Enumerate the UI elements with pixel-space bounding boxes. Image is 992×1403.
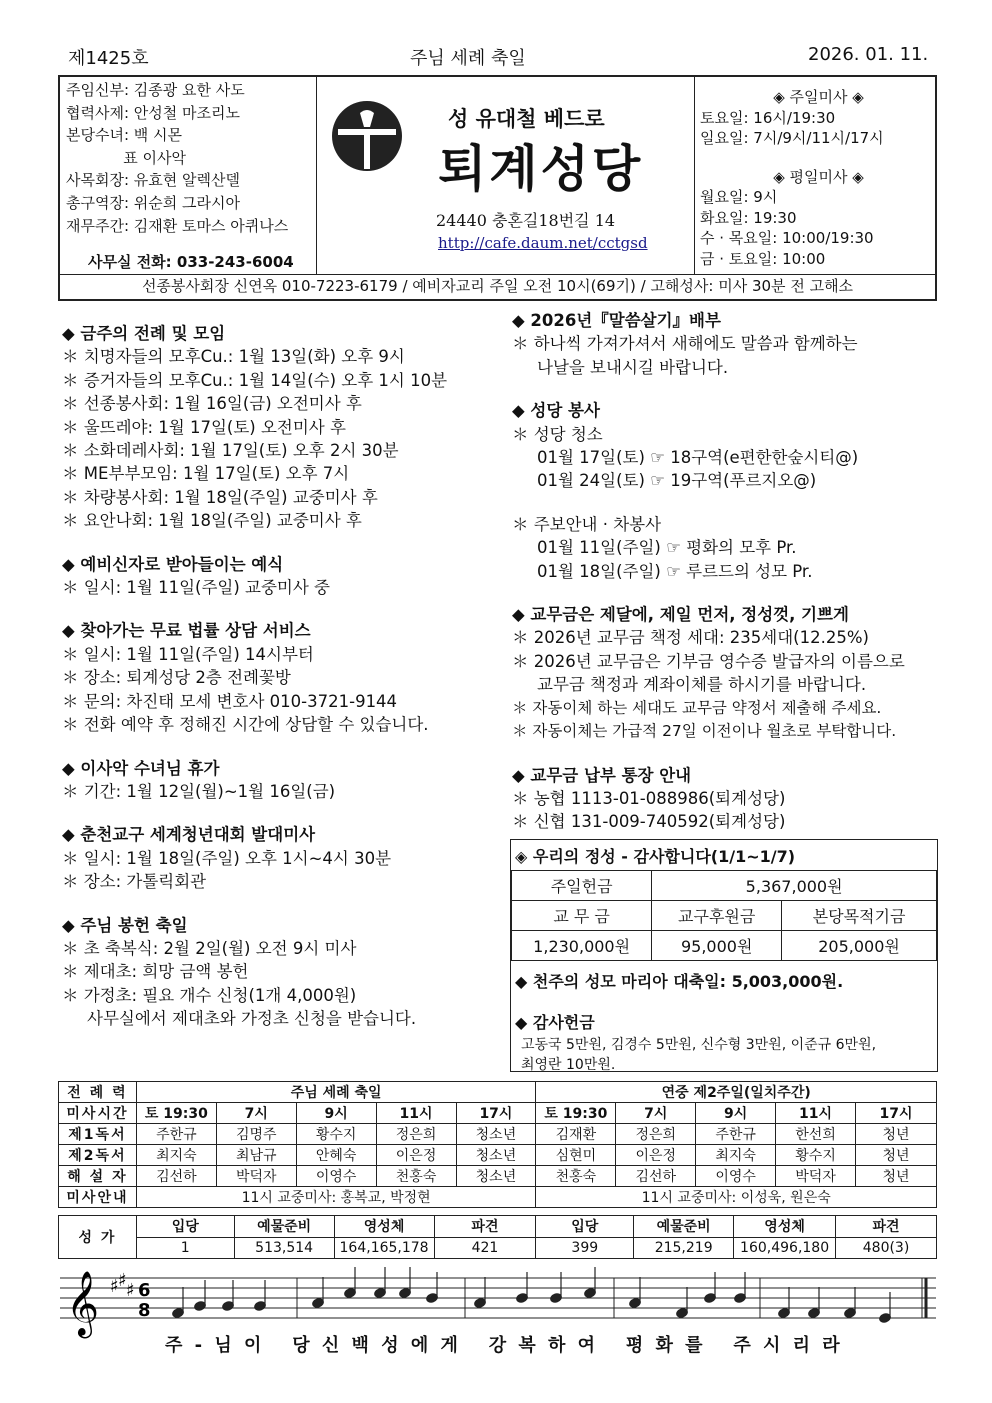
list-item: ＊ 가정초: 필요 개수 신청(1개 4,000원) (62, 985, 357, 1005)
church-name: 퇴계성당 (438, 140, 644, 198)
church-logo-column (316, 77, 695, 275)
section-heading: ◆ 춘천교구 세계청년대회 발대미사 (62, 825, 316, 845)
section-heading: ◆ 금주의 전례 및 모임 (62, 324, 226, 343)
table-header: 교 무 금 (512, 901, 652, 931)
commentator-cell: 청소년 (456, 1166, 536, 1187)
sunday-mass-title: ◈ 주일미사 ◈ (773, 88, 864, 106)
section-heading: ◆ 찾아가는 무료 법률 상담 서비스 (62, 621, 311, 641)
row-label: 성 가 (59, 1216, 137, 1259)
list-item: ＊ 2026년 교무금은 기부금 영수증 발급자의 이름으로 (512, 651, 905, 671)
commentator-cell: 천홍숙 (536, 1166, 616, 1187)
cafe-link[interactable]: http://cafe.daum.net/cctgsd (438, 234, 648, 252)
list-item-continued: 나날을 보내시길 바랍니다. (537, 357, 729, 377)
hymn-number: 399 (536, 1237, 634, 1259)
reader-cell: 정은희 (376, 1124, 456, 1145)
sunday-mass-line: 토요일: 16시/19:30 (700, 108, 836, 127)
mary-feast-offering: ◆ 천주의 성모 마리아 대축일: 5,003,000원. (515, 972, 844, 991)
list-item: ＊ 기간: 1월 12일(월)~1월 16일(금) (62, 781, 336, 801)
reader-cell: 청년 (856, 1145, 937, 1166)
hymn-number: 1 (136, 1237, 234, 1259)
offering-box (510, 839, 938, 1072)
week1-title: 주님 세례 축일 (136, 1082, 536, 1103)
list-item: ＊ 장소: 가톨릭회관 (62, 872, 207, 892)
reader-cell: 최지숙 (136, 1145, 216, 1166)
issue-date: 2026. 01. 11. (808, 44, 929, 65)
commentator-cell: 천홍숙 (376, 1166, 456, 1187)
list-item: ＊ 전화 예약 후 정해진 시간에 상담할 수 있습니다. (62, 715, 429, 735)
row-label: 미사안내 (59, 1187, 137, 1208)
bank-account: ＊ 농협 1113-01-088986(퇴계성당) (512, 788, 786, 808)
weekday-mass-line: 화요일: 19:30 (700, 208, 797, 227)
gift-list: 고동국 5만원, 김경수 5만원, 신수형 3만원, 이준규 6만원, (521, 1037, 877, 1053)
list-item: ＊ 자동이체는 가급적 27일 이전이나 월초로 부탁합니다. (512, 722, 897, 741)
row-label: 전 례 력 (59, 1082, 137, 1103)
list-item-continued: 01월 24일(토) ☞ 19구역(푸르지오@) (537, 471, 817, 491)
hymn-number: 480(3) (836, 1237, 937, 1259)
church-address: 24440 충혼길18번길 14 (436, 211, 616, 230)
table-cell: 95,000원 (652, 931, 782, 961)
reader-cell: 김명주 (216, 1124, 296, 1145)
reader-cell: 심현미 (536, 1145, 616, 1166)
section-heading: ◆ 2026년『말씀살기』배부 (512, 311, 721, 330)
list-item-continued: 교무금 책정과 계좌이체를 하시기를 바랍니다. (537, 675, 867, 695)
section-heading: ◆ 교무금 납부 통장 안내 (512, 765, 692, 785)
mass-time: 17시 (856, 1103, 937, 1124)
list-item: ＊ 차량봉사회: 1월 18일(주일) 교중미사 후 (62, 487, 378, 507)
list-item: ＊ 증거자들의 모후Cu.: 1월 14일(수) 오후 1시 10분 (62, 370, 448, 390)
list-item-continued: 사무실에서 제대초와 가정초 신청을 받습니다. (87, 1009, 417, 1029)
sharp-icon: ♯ (126, 1280, 135, 1301)
hymn-header: 파견 (836, 1216, 937, 1238)
staff-line: 협력사제: 안성철 마조리노 (66, 103, 240, 122)
list-item: ＊ 초 축복식: 2월 2일(월) 오전 9시 미사 (62, 938, 357, 958)
reader-cell: 안혜숙 (296, 1145, 376, 1166)
section-heading: ◆ 이사악 수녀님 휴가 (62, 758, 220, 778)
bank-account: ＊ 신협 131-009-740592(퇴계성당) (512, 812, 786, 832)
list-item: ＊ 요안나회: 1월 18일(주일) 교중미사 후 (62, 511, 362, 531)
row-label: 제2독서 (59, 1145, 137, 1166)
hymn-header: 영성체 (734, 1216, 836, 1238)
reader-cell: 정은희 (616, 1124, 696, 1145)
hymn-number: 513,514 (234, 1237, 334, 1259)
hymn-number: 215,219 (634, 1237, 734, 1259)
commentator-cell: 박덕자 (776, 1166, 856, 1187)
commentator-cell: 이영수 (296, 1166, 376, 1187)
list-item: ＊ 소화데레사회: 1월 17일(토) 오후 2시 30분 (62, 441, 399, 461)
mass-time: 9시 (696, 1103, 776, 1124)
reader-cell: 황수지 (296, 1124, 376, 1145)
section-heading: ◆ 성당 봉사 (512, 401, 600, 421)
hymn-header: 영성체 (334, 1216, 434, 1238)
hymn-header: 파견 (434, 1216, 536, 1238)
table-cell: 1,230,000원 (512, 931, 652, 961)
reader-cell: 한선희 (776, 1124, 856, 1145)
sunday-mass-line: 일요일: 7시/9시/11시/17시 (700, 129, 884, 147)
staff-line: 표 이사악 (66, 148, 186, 167)
section-heading: ◆ 주님 봉헌 축일 (62, 915, 188, 935)
row-label: 해 설 자 (59, 1166, 137, 1187)
mass-guide: 11시 교중미사: 이성욱, 원은숙 (536, 1187, 937, 1208)
staff-line: 주임신부: 김종광 요한 사도 (66, 81, 245, 99)
mass-time: 17시 (456, 1103, 536, 1124)
row-label: 제1독서 (59, 1124, 137, 1145)
list-item: ＊ 장소: 퇴계성당 2층 전례꽃방 (62, 668, 291, 688)
mass-time: 11시 (776, 1103, 856, 1124)
mass-schedule (694, 77, 937, 275)
mass-time: 11시 (376, 1103, 456, 1124)
gift-list: 최영란 10만원. (521, 1057, 616, 1073)
list-item: ＊ 자동이체 하는 세대도 교무금 약정서 제출해 주세요. (512, 698, 882, 717)
list-item: ＊ 하나씩 가져가셔서 새해에도 말씀과 함께하는 (512, 334, 858, 354)
list-item: ＊ ME부부모임: 1월 17일(토) 오후 7시 (62, 464, 350, 484)
list-item: ＊ 일시: 1월 18일(주일) 오후 1시~4시 30분 (62, 848, 392, 868)
list-item: ＊ 주보안내 · 차봉사 (512, 514, 662, 534)
week2-title: 연중 제2주일(일치주간) (536, 1082, 937, 1103)
weekday-mass-line: 월요일: 9시 (700, 188, 778, 206)
mass-time: 7시 (616, 1103, 696, 1124)
sunday-offering-label: 주일헌금 (512, 871, 652, 901)
left-column (62, 322, 502, 1031)
reader-cell: 주한규 (696, 1124, 776, 1145)
reader-cell: 청소년 (456, 1145, 536, 1166)
table-header: 교구후원금 (652, 901, 782, 931)
mass-time: 7시 (216, 1103, 296, 1124)
list-item: ＊ 치명자들의 모후Cu.: 1월 13일(화) 오후 9시 (62, 347, 405, 367)
church-patron: 성 유대철 베드로 (448, 107, 605, 131)
song-lyrics: 주 - 님 이 당 신 백 성 에 게 강 복 하 여 평 화 를 주 시 리 라 (165, 1335, 843, 1356)
commentator-cell: 박덕자 (216, 1166, 296, 1187)
sharp-icon: ♯ (110, 1276, 119, 1297)
row-label: 미사시간 (59, 1103, 137, 1124)
list-item: ＊ 일시: 1월 11일(주일) 교중미사 중 (62, 578, 330, 598)
weekday-mass-line: 수 · 목요일: 10:00/19:30 (700, 229, 874, 247)
hymn-header: 입당 (536, 1216, 634, 1238)
time-signature: 6 (138, 1280, 151, 1301)
reader-cell: 김재환 (536, 1124, 616, 1145)
list-item: ＊ 2026년 교무금 책정 세대: 235세대(12.25%) (512, 628, 869, 648)
hymn-number: 421 (434, 1237, 536, 1259)
reader-cell: 최남규 (216, 1145, 296, 1166)
staff-line: 재무주간: 김재환 토마스 아퀴나스 (66, 216, 289, 235)
liturgy-table (58, 1081, 937, 1208)
issue-number: 제1425호 (68, 48, 149, 69)
staff-line: 본당수녀: 백 시몬 (66, 126, 183, 145)
mass-time: 9시 (296, 1103, 376, 1124)
hymn-header: 예물준비 (634, 1216, 734, 1238)
list-item: ＊ 선종봉사회: 1월 16일(금) 오전미사 후 (62, 394, 362, 414)
commentator-cell: 김선하 (616, 1166, 696, 1187)
gift-heading: ◆ 감사헌금 (515, 1013, 595, 1032)
table-cell: 205,000원 (782, 931, 937, 961)
reader-cell: 이은정 (376, 1145, 456, 1166)
list-item: ＊ 성당 청소 (512, 424, 603, 444)
info-bar: 선종봉사회장 신연옥 010-7223-6179 / 예비자교리 주일 오전 10시(69기) / 고해성사: 미사 30분 전 고해소 (60, 274, 935, 299)
weekday-mass-line: 금 · 토요일: 10:00 (700, 249, 826, 268)
staff-line: 사목회장: 유효현 알렉산델 (66, 171, 240, 190)
table-header: 본당목적기금 (782, 901, 937, 931)
time-signature: 8 (138, 1300, 151, 1321)
offering-title: ◈ 우리의 정성 - 감사합니다(1/1~1/7) (515, 847, 796, 866)
sunday-offering-value: 5,367,000원 (652, 871, 937, 901)
hymn-table (58, 1215, 937, 1259)
reader-cell: 주한규 (136, 1124, 216, 1145)
list-item-continued: 01월 17일(토) ☞ 18구역(e편한한숲시티@) (537, 448, 859, 468)
hymn-number: 164,165,178 (334, 1237, 434, 1259)
reader-cell: 청년 (856, 1124, 937, 1145)
staff-column (60, 77, 317, 275)
commentator-cell: 이영수 (696, 1166, 776, 1187)
weekday-mass-title: ◈ 평일미사 ◈ (773, 167, 864, 186)
feast-title: 주님 세례 축일 (410, 48, 526, 69)
reader-cell: 청소년 (456, 1124, 536, 1145)
list-item: ＊ 울뜨레야: 1월 17일(토) 오전미사 후 (62, 417, 346, 437)
commentator-cell: 김선하 (136, 1166, 216, 1187)
list-item-continued: 01월 11일(주일) ☞ 평화의 모후 Pr. (537, 538, 797, 558)
treble-clef-icon: 𝄞 (66, 1271, 100, 1336)
reader-cell: 최지숙 (696, 1145, 776, 1166)
list-item: ＊ 일시: 1월 11일(주일) 14시부터 (62, 644, 314, 664)
right-column (512, 309, 938, 834)
mass-time: 토 19:30 (136, 1103, 216, 1124)
list-item-continued: 01월 18일(주일) ☞ 루르드의 성모 Pr. (537, 561, 813, 581)
office-phone: 사무실 전화: 033-243-6004 (88, 253, 294, 272)
hymn-header: 예물준비 (234, 1216, 334, 1238)
hymn-header: 입당 (136, 1216, 234, 1238)
section-heading: ◆ 교무금은 제달에, 제일 먼저, 정성껏, 기쁘게 (512, 605, 849, 625)
list-item: ＊ 제대초: 희망 금액 봉헌 (62, 962, 249, 982)
list-item: ＊ 문의: 차진태 모세 변호사 010-3721-9144 (62, 691, 398, 711)
reader-cell: 이은정 (616, 1145, 696, 1166)
hymn-number: 160,496,180 (734, 1237, 836, 1259)
header-box (58, 75, 937, 301)
mass-guide: 11시 교중미사: 홍복교, 박정현 (136, 1187, 536, 1208)
section-heading: ◆ 예비신자로 받아들이는 예식 (62, 554, 284, 574)
commentator-cell: 청년 (856, 1166, 937, 1187)
reader-cell: 황수지 (776, 1145, 856, 1166)
staff-line: 총구역장: 위순희 그라시아 (66, 193, 240, 212)
mass-time: 토 19:30 (536, 1103, 616, 1124)
sharp-icon: ♯ (118, 1270, 127, 1291)
cross-logo-icon (330, 99, 404, 173)
offering-table (511, 870, 937, 961)
